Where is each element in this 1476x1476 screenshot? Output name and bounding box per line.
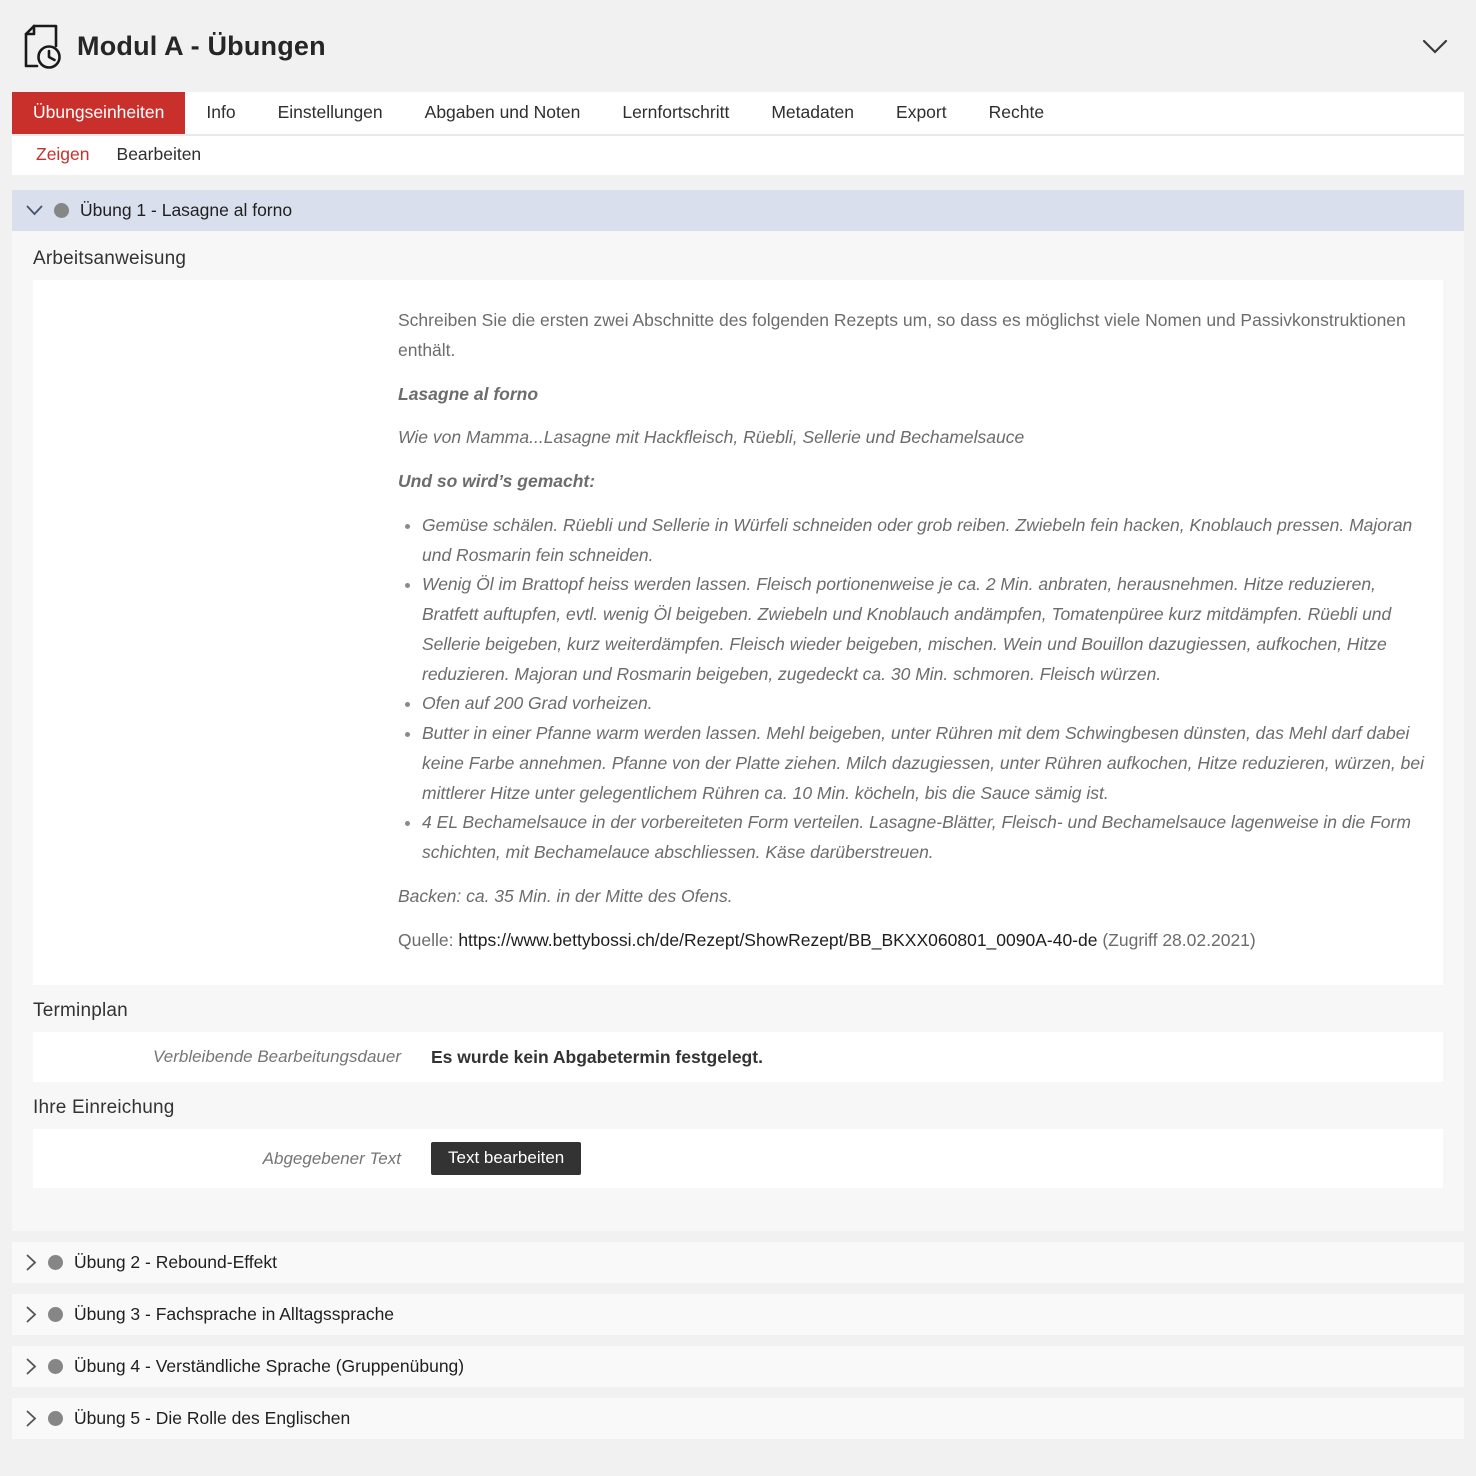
recipe-steps-heading: Und so wird’s gemacht: xyxy=(398,471,596,491)
terminplan-label: Verbleibende Bearbeitungsdauer xyxy=(153,1047,401,1067)
status-dot-icon xyxy=(54,203,69,218)
source-label: Quelle: xyxy=(398,929,454,950)
exercise-1-panel xyxy=(12,190,1464,1231)
recipe-steps-list xyxy=(398,511,1427,868)
status-dot-icon xyxy=(48,1255,63,1270)
tab-export[interactable]: Export xyxy=(896,102,947,122)
source-link[interactable]: https://www.bettybossi.ch/de/Rezept/ShowRezept/BB_BKXX060801_0090A-40-de xyxy=(458,929,1098,950)
tab-rechte[interactable]: Rechte xyxy=(988,102,1045,122)
accordion-header-uebung-2[interactable] xyxy=(12,1242,1464,1283)
accordion-title: Übung 1 - Lasagne al forno xyxy=(80,200,293,220)
subtab-bearbeiten[interactable]: Bearbeiten xyxy=(116,144,202,164)
chevron-right-icon[interactable] xyxy=(26,1254,37,1271)
section-heading-arbeitsanweisung: Arbeitsanweisung xyxy=(33,248,187,269)
task-intro: Schreiben Sie die ersten zwei Abschnitte des folgenden Rezepts um, so dass es möglichst viele Nomen und Passivkonstruktionen enthält. xyxy=(398,310,1406,360)
terminplan-value: Es wurde kein Abgabetermin festgelegt. xyxy=(431,1046,763,1067)
window-header xyxy=(0,0,1476,92)
tab-abgaben-und-noten[interactable]: Abgaben und Noten xyxy=(424,102,581,122)
tab-metadaten[interactable]: Metadaten xyxy=(771,102,855,122)
tab-info[interactable]: Info xyxy=(206,102,236,122)
section-heading-einreichung: Ihre Einreichung xyxy=(33,1097,175,1119)
accordion-header-uebung-1[interactable] xyxy=(12,190,1464,231)
page-title: Modul A - Übungen xyxy=(77,30,326,61)
einreichung-row xyxy=(33,1129,1443,1188)
recipe-step: • Butter in einer Pfanne warm werden lassen. Mehl beigeben, unter Rühren mit dem Schwingbesen dünsten, das Mehl darf dabei keine Farbe annehmen. Pfanne von der Platte ziehen. Milch dazugiessen, unter Rühren aufkochen, Hitze reduzieren, würzen, bei mittlerer Hitze unter gelegentlichem Rühren ca. 10 Min. köcheln, bis die Sauce sämig ist. xyxy=(422,719,1427,808)
accordion-header-uebung-5[interactable] xyxy=(12,1398,1464,1439)
chevron-right-icon[interactable] xyxy=(26,1358,37,1375)
exercise-1-body xyxy=(12,231,1464,1231)
recipe-step: • 4 EL Bechamelsauce in der vorbereiteten Form verteilen. Lasagne-Blätter, Fleisch- und Bechamelsauce lagenweise in die Form schichten, mit Bechamelauce abschliessen. Käse darüberstreuen. xyxy=(422,808,1427,868)
status-dot-icon xyxy=(48,1411,63,1426)
accordion-header-uebung-3[interactable] xyxy=(12,1294,1464,1335)
source-line xyxy=(398,926,1427,956)
source-access-date: (Zugriff 28.02.2021) xyxy=(1102,929,1256,950)
einreichung-label: Abgegebener Text xyxy=(262,1148,401,1168)
recipe-step: • Ofen auf 200 Grad vorheizen. xyxy=(422,689,1427,719)
chevron-down-icon[interactable] xyxy=(26,205,43,216)
tab-einstellungen[interactable]: Einstellungen xyxy=(277,102,383,122)
accordion-title: Übung 3 - Fachsprache in Alltagssprache xyxy=(74,1304,395,1325)
subtab-bar xyxy=(12,136,1464,175)
recipe-subtitle: Wie von Mamma...Lasagne mit Hackfleisch, Rüebli, Sellerie und Bechamelsauce xyxy=(398,427,1025,448)
chevron-right-icon[interactable] xyxy=(26,1410,37,1427)
terminplan-row xyxy=(33,1032,1443,1082)
status-dot-icon xyxy=(48,1359,63,1374)
tab-uebungseinheiten[interactable]: Übungseinheiten xyxy=(12,92,185,134)
recipe-title: Lasagne al forno xyxy=(398,383,539,404)
subtab-zeigen[interactable]: Zeigen xyxy=(36,144,90,164)
recipe-step: • Gemüse schälen. Rüebli und Sellerie in Würfeli schneiden oder grob reiben. Zwiebeln fein hacken, Knoblauch pressen. Majoran und Rosmarin fein schneiden. xyxy=(422,511,1427,571)
baking-note: Backen: ca. 35 Min. in der Mitte des Ofens. xyxy=(398,885,733,906)
tab-bar xyxy=(12,92,1464,136)
tab-lernfortschritt[interactable]: Lernfortschritt xyxy=(622,102,730,122)
accordion-title: Übung 4 - Verständliche Sprache (Gruppenübung) xyxy=(74,1356,465,1377)
task-document-clock-icon xyxy=(20,22,64,72)
accordion-header-uebung-4[interactable] xyxy=(12,1346,1464,1387)
accordion-title: Übung 5 - Die Rolle des Englischen xyxy=(74,1408,351,1429)
recipe-step: • Wenig Öl im Brattopf heiss werden lassen. Fleisch portionenweise je ca. 2 Min. anbraten, herausnehmen. Hitze reduzieren, Bratfett auftupfen, evtl. wenig Öl beigeben. Zwiebeln und Knoblauch andämpfen, Tomatenpüree kurz mitdämpfen. Rüebli und Sellerie beigeben, kurz weiterdämpfen. Fleisch wieder beigeben, mischen. Wein und Bouillon dazugiessen, aufkochen, Hitze reduzieren. Majoran und Rosmarin beigeben, zugedeckt ca. 30 Min. schmoren. Fleisch würzen. xyxy=(422,570,1427,689)
text-bearbeiten-button[interactable]: Text bearbeiten xyxy=(431,1142,581,1175)
chevron-right-icon[interactable] xyxy=(26,1306,37,1323)
chevron-down-icon[interactable] xyxy=(1422,39,1448,54)
accordion-title: Übung 2 - Rebound-Effekt xyxy=(74,1252,278,1273)
arbeitsanweisung-box xyxy=(33,280,1443,985)
status-dot-icon xyxy=(48,1307,63,1322)
section-heading-terminplan: Terminplan xyxy=(33,1000,128,1022)
